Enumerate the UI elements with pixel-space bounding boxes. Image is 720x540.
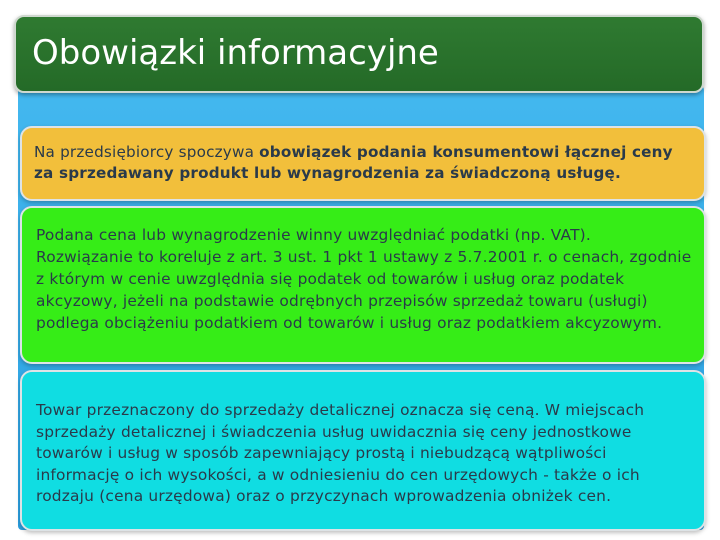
text-plain: Na przedsiębiorcy spoczywa [34, 143, 260, 161]
info-box-taxes [20, 206, 706, 364]
info-box-price-marking [20, 370, 706, 531]
info-box-price-marking-text: Towar przeznaczony do sprzedaży detalicznej oznacza się ceną. W miejscach sprzedaży detalicznej i świadczenia usług uwidacznia się ceny jednostkowe towarów i usług w sposób zapewniający prostą i niebudzącą wątpliwości informację o ich wysokości, a w odniesieniu do cen urzędowych - także o ich rodzaju (cena urzędowa) oraz o przyczynach wprowadzenia obniżek cen. [36, 401, 645, 505]
info-box-taxes-text: Podana cena lub wynagrodzenie winny uwzględniać podatki (np. VAT). Rozwiązanie to koreluje z art. 3 ust. 1 pkt 1 ustawy z 5.7.2001 r. o cenach, zgodnie z którym w cenie uwzględnia się podatek od towarów i usług oraz podatek akcyzowy, jeżeli na podstawie odrębnych przepisów sprzedaż towaru (usługi) podlega obciążeniu podatkiem od towarów i usług oraz podatkiem akcyzowym. [36, 226, 692, 332]
info-box-total-price-text [34, 142, 694, 184]
title-box [14, 15, 704, 93]
info-box-total-price [20, 126, 706, 201]
slide-title: Obowiązki informacyjne [32, 33, 439, 73]
text-bold: obowiązek podania konsumentowi łącznej ceny za sprzedawany produkt lub wynagrodzenia za świadczoną usługę. [34, 143, 673, 182]
